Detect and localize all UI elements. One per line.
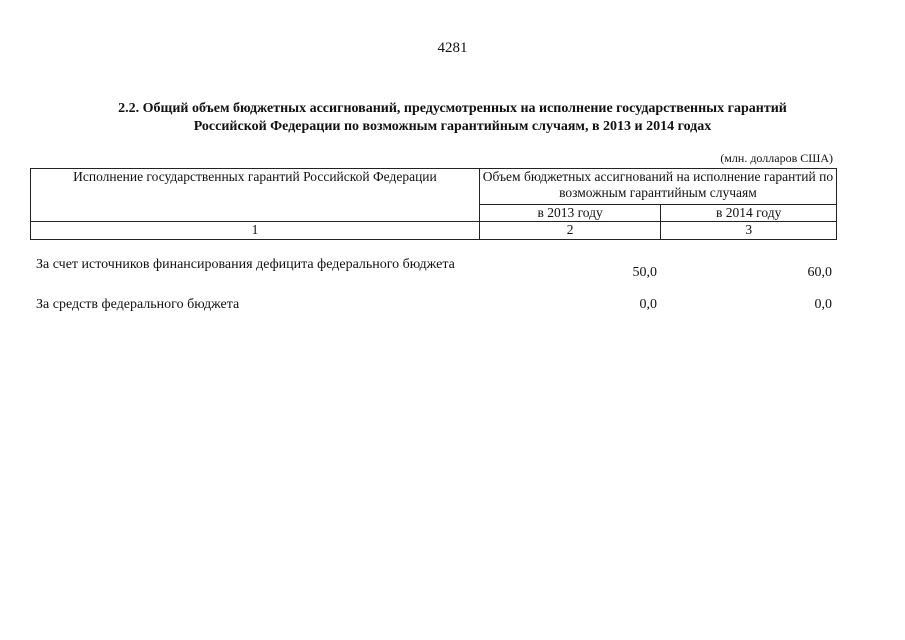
row-label: За счет источников финансирования дефицита федерального бюджета (36, 257, 455, 272)
units-note: (млн. долларов США) (720, 151, 833, 165)
column-number-2: 2 (479, 222, 661, 240)
column-number-1: 1 (31, 222, 480, 240)
table-row (36, 256, 837, 292)
row-value-2013: 0,0 (639, 297, 657, 312)
appropriations-table-header (30, 168, 837, 240)
row-value-2013: 50,0 (632, 265, 657, 280)
column-number-3: 3 (661, 222, 837, 240)
row-value-2014: 0,0 (814, 297, 832, 312)
row-label: За средств федерального бюджета (36, 297, 240, 312)
section-title-line-1: 2.2. Общий объем бюджетных ассигнований, предусмотренных на исполнение государственных гарантий (118, 101, 787, 116)
section-title-line-2: Российской Федерации по возможным гарантийным случаям, в 2013 и 2014 годах (193, 119, 712, 134)
page-number: 4281 (437, 40, 468, 56)
section-title (40, 100, 865, 136)
row-value-2014: 60,0 (807, 265, 832, 280)
header-guarantee-execution: Исполнение государственных гарантий Российской Федерации (31, 169, 480, 222)
header-appropriations-volume: Объем бюджетных ассигнований на исполнение гарантий по возможным гарантийным случаям (479, 169, 836, 205)
table-row (36, 296, 837, 314)
header-year-2014: в 2014 году (661, 205, 837, 222)
header-year-2013: в 2013 году (479, 205, 661, 222)
